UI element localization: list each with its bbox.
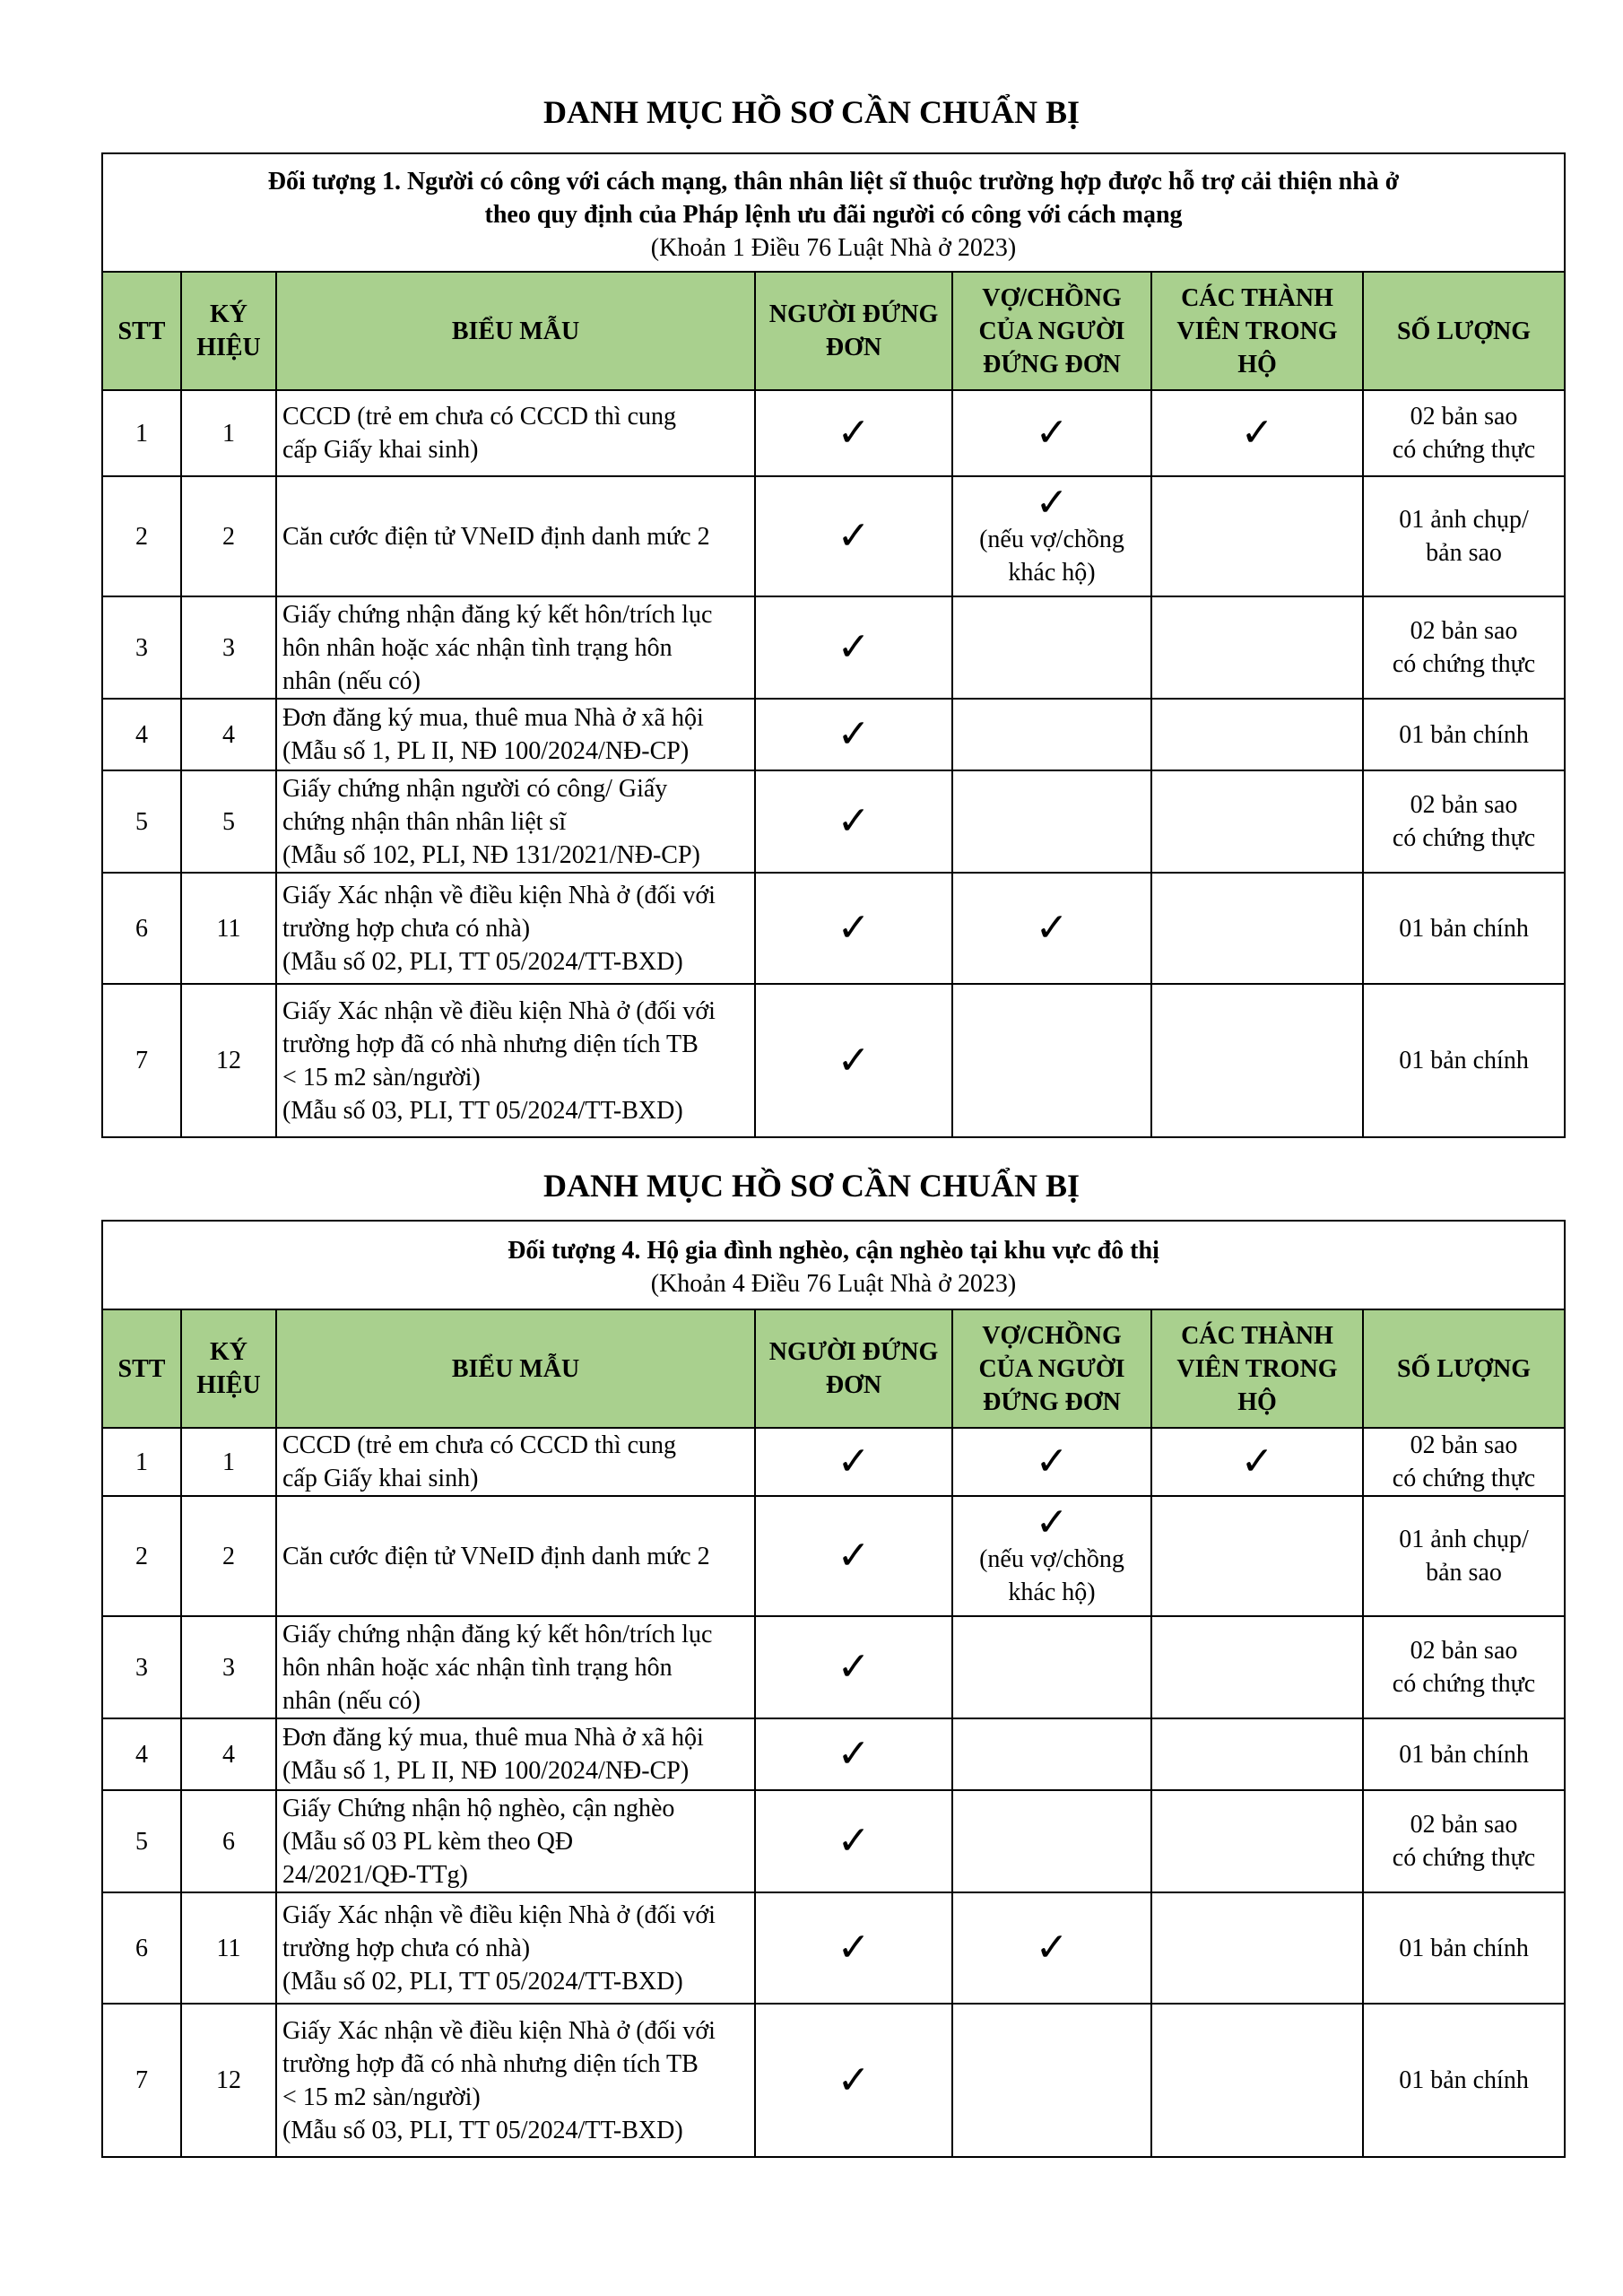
ky-hieu-cell: 11 (181, 873, 276, 984)
so-luong-cell (1363, 390, 1565, 476)
ky-hieu-cell: 3 (181, 1616, 276, 1718)
heading-line: Đối tượng 1. Người có công với cách mạng, thân nhân liệt sĩ thuộc trường hợp được hỗ trợ cải thiện nhà ở (267, 167, 1400, 196)
thanh-vien-cell (1151, 1496, 1363, 1616)
ky-hieu-cell: 3 (181, 596, 276, 699)
thanh-vien-cell (1151, 1790, 1363, 1892)
cell-line: (Mẫu số 03 PL kèm theo QĐ (282, 1827, 574, 1856)
cell-line: (Mẫu số 02, PLI, TT 05/2024/TT-BXD) (282, 947, 683, 976)
bieu-mau-cell (276, 1892, 755, 2004)
check-mark-icon: ✓ (837, 514, 871, 558)
table-row (102, 873, 1565, 984)
nguoi-dung-don-cell (755, 476, 952, 596)
vo-chong-cell (952, 1790, 1151, 1892)
col-header-nguoi-dung-don: NGƯỜI ĐỨNG ĐƠN (755, 272, 952, 390)
stt-cell: 3 (102, 1616, 181, 1718)
ky-hieu-cell: 6 (181, 1790, 276, 1892)
col-header-vo-chong: VỢ/CHỒNG CỦA NGƯỜI ĐỨNG ĐƠN (952, 272, 1151, 390)
stt-cell: 2 (102, 476, 181, 596)
cell-line: bản sao (1426, 1559, 1502, 1587)
nguoi-dung-don-cell (755, 390, 952, 476)
bieu-mau-cell (276, 873, 755, 984)
cell-line: trường hợp chưa có nhà) (282, 1934, 531, 1962)
check-mark-icon: ✓ (1240, 1439, 1274, 1483)
cell-line: Căn cước điện tử VNeID định danh mức 2 (282, 522, 710, 551)
col-header-thanh-vien: CÁC THÀNH VIÊN TRONG HỘ (1151, 272, 1363, 390)
table-row (102, 1718, 1565, 1790)
table-row (102, 1616, 1565, 1718)
cell-line: có chứng thực (1392, 650, 1536, 678)
col-header-vo-chong: VỢ/CHỒNG CỦA NGƯỜI ĐỨNG ĐƠN (952, 1309, 1151, 1428)
nguoi-dung-don-cell (755, 2004, 952, 2157)
stt-cell: 6 (102, 873, 181, 984)
table-row (102, 1790, 1565, 1892)
cell-line: bản sao (1426, 539, 1502, 567)
so-luong-cell (1363, 1428, 1565, 1496)
vo-chong-cell (952, 1718, 1151, 1790)
bieu-mau-cell (276, 1718, 755, 1790)
bieu-mau-cell (276, 770, 755, 873)
cell-line: 01 bản chính (1399, 914, 1529, 943)
ky-hieu-cell: 5 (181, 770, 276, 873)
cell-line: 01 ảnh chụp/ (1399, 1526, 1529, 1553)
cell-line: (Mẫu số 03, PLI, TT 05/2024/TT-BXD) (282, 1096, 683, 1125)
thanh-vien-cell (1151, 1428, 1363, 1496)
vo-chong-cell (952, 770, 1151, 873)
heading-legal-ref: (Khoản 4 Điều 76 Luật Nhà ở 2023) (650, 1269, 1017, 1298)
cell-line: 02 bản sao (1410, 791, 1518, 819)
section-1-table (101, 152, 1566, 1138)
so-luong-cell (1363, 1718, 1565, 1790)
cell-line: 02 bản sao (1410, 1811, 1518, 1839)
stt-cell: 4 (102, 699, 181, 770)
vo-chong-cell (952, 1428, 1151, 1496)
nguoi-dung-don-cell (755, 1790, 952, 1892)
check-mark-icon: ✓ (837, 625, 871, 669)
cell-line: Giấy Xác nhận về điều kiện Nhà ở (đối với (282, 1900, 716, 1929)
col-header-stt: STT (102, 1309, 181, 1428)
section-1-rows (102, 390, 1565, 1137)
column-header-row (102, 1309, 1565, 1428)
vo-chong-note: khác hộ) (1008, 1578, 1096, 1606)
cell-line: < 15 m2 sàn/người) (282, 2083, 481, 2111)
so-luong-cell (1363, 2004, 1565, 2157)
cell-line: cấp Giấy khai sinh) (282, 1465, 479, 1492)
table-row (102, 1428, 1565, 1496)
cell-line: có chứng thực (1392, 1844, 1536, 1872)
nguoi-dung-don-cell (755, 1428, 952, 1496)
ky-hieu-cell: 1 (181, 390, 276, 476)
check-mark-icon: ✓ (837, 411, 871, 455)
column-header-row (102, 272, 1565, 390)
bieu-mau-cell (276, 984, 755, 1137)
ky-hieu-cell: 1 (181, 1428, 276, 1496)
stt-cell: 2 (102, 1496, 181, 1616)
ky-hieu-cell: 12 (181, 2004, 276, 2157)
bieu-mau-cell (276, 2004, 755, 2157)
col-header-bieu-mau: BIỂU MẪU (276, 272, 755, 390)
bieu-mau-cell (276, 1428, 755, 1496)
check-mark-icon: ✓ (837, 906, 871, 950)
vo-chong-cell (952, 1616, 1151, 1718)
heading-legal-ref: (Khoản 1 Điều 76 Luật Nhà ở 2023) (650, 233, 1017, 262)
cell-line: trường hợp đã có nhà nhưng diện tích TB (282, 2049, 699, 2078)
section-1-heading (102, 153, 1565, 272)
cell-line: 02 bản sao (1410, 403, 1518, 430)
cell-line: trường hợp đã có nhà nhưng diện tích TB (282, 1030, 699, 1058)
cell-line: Giấy Xác nhận về điều kiện Nhà ở (đối với (282, 881, 716, 909)
check-mark-icon: ✓ (837, 1439, 871, 1483)
bieu-mau-cell (276, 1616, 755, 1718)
thanh-vien-cell (1151, 699, 1363, 770)
cell-line: 02 bản sao (1410, 1637, 1518, 1665)
table-row (102, 699, 1565, 770)
check-mark-icon: ✓ (837, 1645, 871, 1689)
col-header-nguoi-dung-don: NGƯỜI ĐỨNG ĐƠN (755, 1309, 952, 1428)
nguoi-dung-don-cell (755, 1496, 952, 1616)
thanh-vien-cell (1151, 873, 1363, 984)
cell-line: Căn cước điện tử VNeID định danh mức 2 (282, 1542, 710, 1570)
section-1-title: DANH MỤC HỒ SƠ CẦN CHUẨN BỊ (542, 94, 1080, 130)
cell-line: (Mẫu số 1, PL II, NĐ 100/2024/NĐ-CP) (282, 1757, 690, 1785)
thanh-vien-cell (1151, 984, 1363, 1137)
table-row (102, 476, 1565, 596)
so-luong-cell (1363, 1496, 1565, 1616)
section-2-title: DANH MỤC HỒ SƠ CẦN CHUẨN BỊ (542, 1168, 1080, 1204)
bieu-mau-cell (276, 596, 755, 699)
cell-line: (Mẫu số 1, PL II, NĐ 100/2024/NĐ-CP) (282, 737, 690, 765)
thanh-vien-cell (1151, 770, 1363, 873)
col-header-ky-hieu: KÝ HIỆU (181, 1309, 276, 1428)
table-row (102, 984, 1565, 1137)
stt-cell: 1 (102, 390, 181, 476)
cell-line: 02 bản sao (1410, 617, 1518, 645)
check-mark-icon: ✓ (837, 1926, 871, 1970)
cell-line: Đơn đăng ký mua, thuê mua Nhà ở xã hội (282, 1724, 704, 1752)
thanh-vien-cell (1151, 596, 1363, 699)
check-mark-icon: ✓ (837, 1534, 871, 1578)
check-mark-icon: ✓ (1035, 481, 1069, 525)
cell-line: (Mẫu số 03, PLI, TT 05/2024/TT-BXD) (282, 2116, 683, 2144)
cell-line: < 15 m2 sàn/người) (282, 1063, 481, 1091)
cell-line: trường hợp chưa có nhà) (282, 914, 531, 943)
thanh-vien-cell (1151, 1718, 1363, 1790)
vo-chong-note: khác hộ) (1008, 559, 1096, 587)
thanh-vien-cell (1151, 476, 1363, 596)
cell-line: Giấy Xác nhận về điều kiện Nhà ở (đối với (282, 996, 716, 1025)
vo-chong-cell (952, 390, 1151, 476)
stt-cell: 4 (102, 1718, 181, 1790)
check-mark-icon: ✓ (837, 712, 871, 756)
nguoi-dung-don-cell (755, 596, 952, 699)
ky-hieu-cell: 2 (181, 476, 276, 596)
ky-hieu-cell: 11 (181, 1892, 276, 2004)
nguoi-dung-don-cell (755, 873, 952, 984)
cell-line: (Mẫu số 102, PLI, NĐ 131/2021/NĐ-CP) (282, 840, 700, 869)
cell-line: nhân (nếu có) (282, 666, 421, 695)
cell-line: có chứng thực (1392, 824, 1536, 852)
vo-chong-note: (nếu vợ/chồng (979, 1545, 1124, 1573)
vo-chong-note: (nếu vợ/chồng (979, 526, 1124, 553)
section-2-heading (102, 1221, 1565, 1309)
check-mark-icon: ✓ (837, 799, 871, 843)
cell-line: Giấy chứng nhận đăng ký kết hôn/trích lục (282, 600, 713, 629)
nguoi-dung-don-cell (755, 984, 952, 1137)
cell-line: 01 bản chính (1399, 2066, 1529, 2094)
cell-line: có chứng thực (1392, 1465, 1536, 1492)
bieu-mau-cell (276, 1496, 755, 1616)
check-mark-icon: ✓ (837, 1819, 871, 1863)
cell-line: 01 bản chính (1399, 1047, 1529, 1074)
check-mark-icon: ✓ (1035, 906, 1069, 950)
cell-line: nhân (nếu có) (282, 1686, 421, 1715)
nguoi-dung-don-cell (755, 1718, 952, 1790)
table-row (102, 2004, 1565, 2157)
cell-line: Đơn đăng ký mua, thuê mua Nhà ở xã hội (282, 704, 704, 732)
cell-line: cấp Giấy khai sinh) (282, 436, 479, 464)
so-luong-cell (1363, 1892, 1565, 2004)
vo-chong-cell (952, 2004, 1151, 2157)
so-luong-cell (1363, 984, 1565, 1137)
vo-chong-cell (952, 699, 1151, 770)
cell-line: Giấy Xác nhận về điều kiện Nhà ở (đối với (282, 2016, 716, 2045)
cell-line: có chứng thực (1392, 1670, 1536, 1698)
vo-chong-cell (952, 596, 1151, 699)
col-header-ky-hieu: KÝ HIỆU (181, 272, 276, 390)
col-header-stt: STT (102, 272, 181, 390)
col-header-so-luong: SỐ LƯỢNG (1363, 1309, 1565, 1428)
check-mark-icon: ✓ (1035, 1926, 1069, 1970)
so-luong-cell (1363, 596, 1565, 699)
col-header-bieu-mau: BIỂU MẪU (276, 1309, 755, 1428)
so-luong-cell (1363, 476, 1565, 596)
section-2-table (101, 1220, 1566, 2158)
stt-cell: 7 (102, 2004, 181, 2157)
stt-cell: 3 (102, 596, 181, 699)
so-luong-cell (1363, 1616, 1565, 1718)
cell-line: có chứng thực (1392, 436, 1536, 464)
so-luong-cell (1363, 873, 1565, 984)
vo-chong-cell (952, 984, 1151, 1137)
cell-line: 01 ảnh chụp/ (1399, 506, 1529, 534)
stt-cell: 5 (102, 1790, 181, 1892)
thanh-vien-cell (1151, 390, 1363, 476)
check-mark-icon: ✓ (837, 2057, 871, 2102)
table-row (102, 770, 1565, 873)
ky-hieu-cell: 4 (181, 699, 276, 770)
check-mark-icon: ✓ (1035, 1439, 1069, 1483)
thanh-vien-cell (1151, 2004, 1363, 2157)
ky-hieu-cell: 12 (181, 984, 276, 1137)
cell-line: 01 bản chính (1399, 1740, 1529, 1769)
table-row (102, 1892, 1565, 2004)
cell-line: hôn nhân hoặc xác nhận tình trạng hôn (282, 1653, 673, 1682)
table-row (102, 1496, 1565, 1616)
check-mark-icon: ✓ (837, 1038, 871, 1083)
check-mark-icon: ✓ (1035, 411, 1069, 455)
stt-cell: 5 (102, 770, 181, 873)
cell-line: Giấy Chứng nhận hộ nghèo, cận nghèo (282, 1794, 675, 1822)
stt-cell: 1 (102, 1428, 181, 1496)
so-luong-cell (1363, 699, 1565, 770)
cell-line: chứng nhận thân nhân liệt sĩ (282, 807, 567, 836)
cell-line: 24/2021/QĐ-TTg) (282, 1860, 468, 1889)
section-2-rows (102, 1428, 1565, 2157)
vo-chong-cell (952, 1496, 1151, 1616)
check-mark-icon: ✓ (1240, 411, 1274, 455)
ky-hieu-cell: 2 (181, 1496, 276, 1616)
cell-line: CCCD (trẻ em chưa có CCCD thì cung (282, 1431, 677, 1459)
table-row (102, 596, 1565, 699)
thanh-vien-cell (1151, 1892, 1363, 2004)
stt-cell: 6 (102, 1892, 181, 2004)
cell-line: CCCD (trẻ em chưa có CCCD thì cung (282, 403, 677, 430)
table-row (102, 390, 1565, 476)
col-header-so-luong: SỐ LƯỢNG (1363, 272, 1565, 390)
thanh-vien-cell (1151, 1616, 1363, 1718)
nguoi-dung-don-cell (755, 770, 952, 873)
check-mark-icon: ✓ (1035, 1500, 1069, 1544)
nguoi-dung-don-cell (755, 1616, 952, 1718)
stt-cell: 7 (102, 984, 181, 1137)
check-mark-icon: ✓ (837, 1732, 871, 1776)
col-header-thanh-vien: CÁC THÀNH VIÊN TRONG HỘ (1151, 1309, 1363, 1428)
nguoi-dung-don-cell (755, 1892, 952, 2004)
vo-chong-cell (952, 873, 1151, 984)
bieu-mau-cell (276, 1790, 755, 1892)
vo-chong-cell (952, 1892, 1151, 2004)
heading-line: theo quy định của Pháp lệnh ưu đãi người có công với cách mạng (484, 200, 1183, 229)
so-luong-cell (1363, 770, 1565, 873)
cell-line: 01 bản chính (1399, 1934, 1529, 1962)
cell-line: 02 bản sao (1410, 1431, 1518, 1459)
cell-line: 01 bản chính (1399, 720, 1529, 749)
vo-chong-cell (952, 476, 1151, 596)
cell-line: Giấy chứng nhận người có công/ Giấy (282, 774, 668, 803)
cell-line: hôn nhân hoặc xác nhận tình trạng hôn (282, 633, 673, 662)
bieu-mau-cell (276, 390, 755, 476)
so-luong-cell (1363, 1790, 1565, 1892)
bieu-mau-cell (276, 699, 755, 770)
cell-line: Giấy chứng nhận đăng ký kết hôn/trích lục (282, 1620, 713, 1648)
ky-hieu-cell: 4 (181, 1718, 276, 1790)
heading-line: Đối tượng 4. Hộ gia đình nghèo, cận nghèo tại khu vực đô thị (508, 1236, 1159, 1265)
bieu-mau-cell (276, 476, 755, 596)
nguoi-dung-don-cell (755, 699, 952, 770)
cell-line: (Mẫu số 02, PLI, TT 05/2024/TT-BXD) (282, 1967, 683, 1996)
